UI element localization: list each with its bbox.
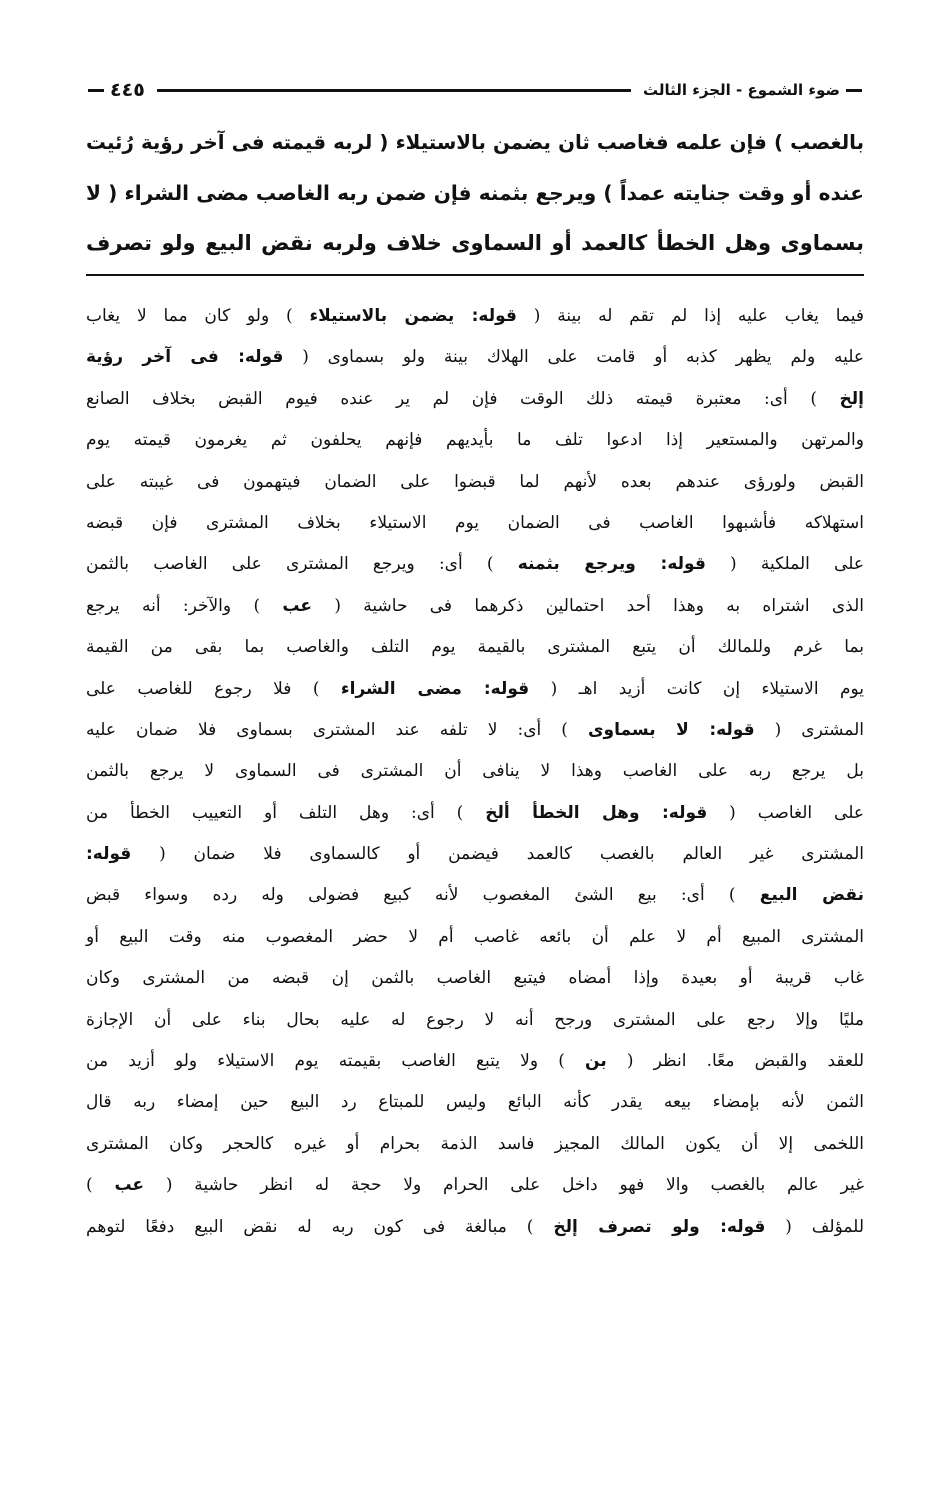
page-number: ٤٤٥ [110,79,145,101]
commentary-text: استهلاكه فأشبهوا الغاصب فى الضمان يوم الاستيلاء بخلاف المشترى فإن قبضه [86,512,864,533]
main-text-matn [86,118,864,268]
commentary-text: ) فلا رجوع للغاصب على [86,678,341,699]
commentary-lemma: قوله: [86,844,132,865]
commentary-line [86,462,864,503]
commentary-text: بل يرجع ربه على الغاصب وهذا لا ينافى أن المشترى فى السماوى لا يرجع بالثمن [86,761,864,782]
commentary-line [86,296,864,337]
commentary-line [86,1207,864,1248]
matn-line: بالغصب ) فإن علمه فغاصب ثان يضمن بالاستيلاء ( لربه قيمته فى آخر رؤية رُئيت [86,131,864,154]
commentary-line [86,1041,864,1082]
commentary-line [86,1124,864,1165]
header-rule [157,89,631,92]
running-title: ضوء الشموع - الجزء الثالث [642,81,840,99]
commentary-lemma: نقض البيع [759,885,864,906]
running-header [88,72,862,108]
commentary-line [86,669,864,710]
commentary-line [86,627,864,668]
commentary-text: غير عالم بالغصب والا فهو داخل على الحرام ولا حجة له انظر حاشية ( [144,1175,864,1196]
header-dash-left [88,89,104,92]
commentary-line [86,710,864,751]
commentary-text: ) أى: وهل التلف أو التعييب الخطأ من [86,802,486,823]
commentary-text: ) مبالغة فى كون ربه له نقض البيع دفعًا لتوهم [86,1216,554,1237]
commentary-text: عليه ولم يظهر كذبه أو قامت على الهلاك بينة ولو بسماوى ( [283,347,864,368]
commentary-text: على الملكية ( [705,554,864,575]
commentary-line [86,1165,864,1206]
commentary-lemma: قوله: وهل الخطأ ألخ [485,802,708,823]
commentary-lemma: قوله: ولو تصرف إلخ [553,1216,766,1237]
commentary-line [86,751,864,792]
commentary-text: ) أى: معتبرة قيمته ذلك الوقت فإن لم ير عنده فيوم القبض بخلاف الصانع [86,388,840,409]
commentary-text: ) أى: ويرجع المشترى على الغاصب بالثمن [86,554,518,575]
commentary-text: ) ولا يتبع الغاصب بقيمته يوم الاستيلاء ولو أزيد من [86,1051,586,1072]
commentary-line [86,503,864,544]
commentary-text: على الغاصب ( [707,802,864,823]
commentary-text: يوم الاستيلاء إن كانت أزيد اهـ ( [529,678,864,699]
commentary-lemma: قوله: يضمن بالاستيلاء [309,306,517,326]
commentary-line [86,337,864,378]
commentary-lemma: قوله: فى آخر رؤية [86,347,284,368]
matn-line: بسماوى وهل الخطأ كالعمد أو السماوى خلاف ولربه نقض البيع ولو تصرف [86,231,864,255]
commentary-text: ) والآخر: أنه يرجع [86,595,283,616]
commentary-text: ) أى: لا تلفه عند المشترى بسماوى فلا ضمان عليه [86,719,588,740]
commentary-text: المشترى المبيع أم لا علم أن بائعه غاصب أم لا حضر المغصوب منه وقت البيع أو [86,926,864,947]
commentary-text: مليًا وإلا رجع على المشترى ورجح أنه لا رجوع له عليه بحال بناء على أن الإجازة [86,1009,864,1030]
commentary-text: القبض ولورؤى عندهم بعده لأنهم لما قبضوا على الضمان فيتهمون فى غيبته على [86,471,864,492]
matn-commentary-separator [86,274,864,276]
commentary-line [86,1082,864,1123]
commentary-line [86,544,864,585]
commentary-text: بما غرم وللمالك أن يتبع المشترى بالقيمة يوم التلف والغاصب بما بقى من القيمة [86,637,864,658]
commentary-text: المشترى ( [754,719,865,740]
commentary-text: للمؤلف ( [765,1216,864,1237]
commentary-line [86,875,864,916]
commentary-line [86,917,864,958]
commentary-text: فيما يغاب عليه إذا لم تقم له بينة ( [516,306,864,326]
commentary-line [86,586,864,627]
commentary-lemma: قوله: لا بسماوى [587,719,755,740]
commentary-text: ) [86,1175,115,1196]
header-dash-right [846,89,862,92]
commentary-line [86,958,864,999]
commentary-text: ) ولو كان مما لا يغاب [86,306,310,326]
commentary-sharh [86,296,864,1248]
commentary-lemma: قوله: مضى الشراء [340,678,530,699]
commentary-line [86,420,864,461]
commentary-text: المشترى غير العالم بالغصب كالعمد فيضمن أو كالسماوى فلا ضمان ( [131,844,864,865]
commentary-text: اللخمى إلا أن يكون المالك المجيز فاسد الذمة بحرام أو غيره كالحجر وكان المشترى [86,1133,864,1154]
commentary-text: الثمن لأنه بإمضاء بيعه يقدر كأنه البائع وليس للمبتاع رد البيع حين إمضاء ربه قال [86,1092,864,1113]
commentary-line [86,1000,864,1041]
commentary-line [86,834,864,875]
commentary-text: ) أى: بيع الشئ المغصوب لأنه كبيع فضولى وله رده وسواء قبض [86,885,760,906]
commentary-text: للعقد والقبض معًا. انظر ( [606,1051,864,1072]
matn-line: عنده أو وقت جنايته عمداً ) ويرجع بثمنه فإن ضمن ربه الغاصب مضى الشراء ( لا [86,181,864,205]
commentary-lemma: إلخ [839,388,864,409]
commentary-line [86,793,864,834]
commentary-lemma: قوله: ويرجع بثمنه [517,554,706,575]
commentary-text: الذى اشتراه به وهذا أحد احتمالين ذكرهما فى حاشية ( [312,595,864,616]
commentary-lemma: بن [585,1051,607,1072]
commentary-text: غاب قريبة أو بعيدة وإذا أمضاه فيتبع الغاصب بالثمن إن قبضه من المشترى وكان [86,968,864,989]
commentary-lemma: عب [282,595,312,616]
commentary-lemma: عب [114,1175,145,1196]
commentary-line [86,379,864,420]
commentary-text: والمرتهن والمستعير إذا ادعوا تلف ما بأيديهم فإنهم يحلفون ثم يغرمون قيمته يوم [86,430,864,451]
